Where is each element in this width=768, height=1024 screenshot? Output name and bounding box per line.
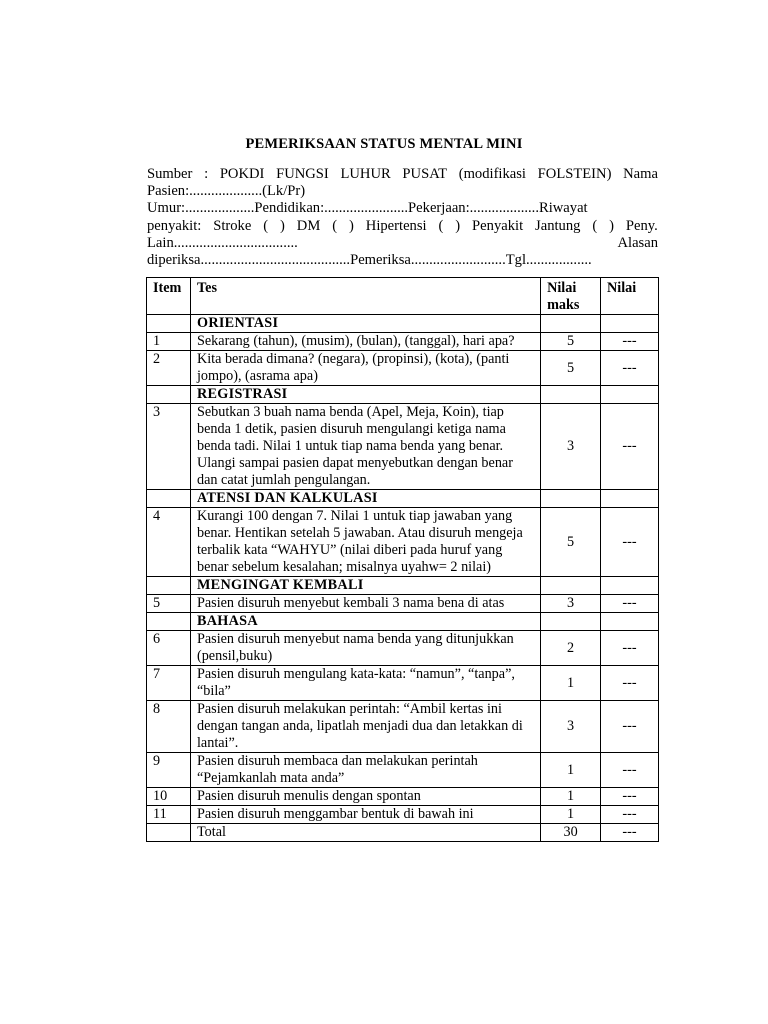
header-line: [147, 183, 658, 200]
empty-cell: [601, 315, 659, 333]
header-word: FUNGSI: [276, 166, 329, 182]
table-row: [147, 351, 659, 386]
empty-cell: [541, 613, 601, 631]
score: ---: [601, 508, 659, 577]
max-score: 3: [541, 595, 601, 613]
max-score: 1: [541, 788, 601, 806]
header-word: Lain..................................: [147, 234, 298, 251]
table-row: [147, 333, 659, 351]
max-score: 1: [541, 806, 601, 824]
score: ---: [601, 701, 659, 753]
score: ---: [601, 404, 659, 490]
score: ---: [601, 753, 659, 788]
test-description: Pasien disuruh menyebut kembali 3 nama bena di atas: [190, 595, 540, 613]
item-number: [147, 824, 191, 842]
score: ---: [601, 806, 659, 824]
score: ---: [601, 631, 659, 666]
max-score: 5: [541, 351, 601, 386]
header-word: Peny.: [625, 217, 658, 234]
max-score: 30: [541, 824, 601, 842]
mmse-table: [146, 277, 659, 842]
header-word: (modifikasi: [458, 166, 526, 182]
test-description: Sebutkan 3 buah nama benda (Apel, Meja, Koin), tiap benda 1 detik, pasien disuruh mengulangi ketiga nama benda tadi. Nilai 1 untuk tiap nama benda yang benar. Ulangi sampai pasien dapat menyebutkan dengan benar dan catat jumlah pengulangan.: [190, 404, 540, 490]
header-word: :: [204, 166, 209, 182]
header-word: Umur:...................Pendidikan:.......................Pekerjaan:...................Riwayat: [147, 200, 588, 217]
header-word: (: [332, 217, 338, 234]
section-label: ORIENTASI: [190, 315, 540, 333]
header-word: POKDI: [219, 166, 265, 182]
header-word: ): [609, 217, 614, 234]
header-word: (: [592, 217, 598, 234]
table-row: [147, 666, 659, 701]
header-word: Alasan: [617, 234, 658, 251]
header-word: Sumber: [147, 166, 193, 182]
header-line: [147, 166, 658, 183]
header-nilai: Nilai: [601, 278, 659, 315]
document-title: PEMERIKSAAN STATUS MENTAL MINI: [245, 136, 523, 152]
header-word: diperiksa.........................................Pemeriksa..........................Tgl..................: [147, 252, 592, 269]
table-row: [147, 806, 659, 824]
empty-cell: [601, 490, 659, 508]
empty-cell: [601, 613, 659, 631]
test-description: Kurangi 100 dengan 7. Nilai 1 untuk tiap jawaban yang benar. Hentikan setelah 5 jawaban. Atau disuruh mengeja terbalik kata “WAHYU” (nilai diberi pada huruf yang benar sebelum kesalahan; misalnya uyahw= 2 nilai): [190, 508, 540, 577]
section-label: MENGINGAT KEMBALI: [190, 577, 540, 595]
max-score: 3: [541, 404, 601, 490]
header-line: [147, 218, 658, 235]
table-row: [147, 788, 659, 806]
empty-cell: [147, 577, 191, 595]
header-word: Jantung: [535, 217, 581, 234]
header-nilai-maks: Nilai maks: [541, 278, 601, 315]
header-word: LUHUR: [340, 166, 391, 182]
header-line: [147, 200, 658, 217]
section-row: [147, 490, 659, 508]
section-row: [147, 613, 659, 631]
header-word: ): [455, 217, 461, 234]
test-description: Pasien disuruh mengulang kata-kata: “namun”, “tanpa”, “bila”: [190, 666, 540, 701]
header-line: [147, 235, 658, 252]
table-row: [147, 753, 659, 788]
test-description: Pasien disuruh membaca dan melakukan perintah “Pejamkanlah mata anda”: [190, 753, 540, 788]
empty-cell: [601, 577, 659, 595]
test-description: Total: [190, 824, 540, 842]
item-number: 8: [147, 701, 191, 753]
header-line: [147, 252, 658, 269]
header-word: Penyakit: [472, 217, 524, 234]
header-word: PUSAT: [402, 166, 448, 182]
empty-cell: [147, 386, 191, 404]
header-word: DM: [296, 217, 321, 234]
item-number: 2: [147, 351, 191, 386]
score: ---: [601, 824, 659, 842]
header-word: ): [280, 217, 285, 234]
empty-cell: [541, 577, 601, 595]
item-number: 4: [147, 508, 191, 577]
header-word: (: [263, 217, 269, 234]
table-row: [147, 824, 659, 842]
item-number: 10: [147, 788, 191, 806]
table-row: [147, 404, 659, 490]
empty-cell: [541, 315, 601, 333]
max-score: 1: [541, 666, 601, 701]
header-word: ): [349, 217, 354, 234]
item-number: 1: [147, 333, 191, 351]
header-word: Hipertensi: [365, 217, 427, 234]
score: ---: [601, 595, 659, 613]
section-label: REGISTRASI: [190, 386, 540, 404]
table-row: [147, 701, 659, 753]
empty-cell: [541, 490, 601, 508]
table-row: [147, 631, 659, 666]
header-word: penyakit:: [147, 217, 202, 234]
empty-cell: [147, 315, 191, 333]
header-word: Stroke: [213, 217, 252, 234]
test-description: Sekarang (tahun), (musim), (bulan), (tanggal), hari apa?: [190, 333, 540, 351]
patient-info-block: [147, 166, 658, 269]
header-word: Pasien:....................(Lk/Pr): [147, 183, 306, 200]
table-row: [147, 595, 659, 613]
item-number: 5: [147, 595, 191, 613]
item-number: 9: [147, 753, 191, 788]
item-number: 6: [147, 631, 191, 666]
empty-cell: [541, 386, 601, 404]
section-row: [147, 315, 659, 333]
table-body: [147, 315, 659, 842]
score: ---: [601, 666, 659, 701]
section-label: ATENSI DAN KALKULASI: [190, 490, 540, 508]
empty-cell: [147, 490, 191, 508]
section-row: [147, 386, 659, 404]
table-header-row: [147, 278, 659, 315]
section-label: BAHASA: [190, 613, 540, 631]
item-number: 11: [147, 806, 191, 824]
test-description: Pasien disuruh menggambar bentuk di bawah ini: [190, 806, 540, 824]
score: ---: [601, 788, 659, 806]
empty-cell: [601, 386, 659, 404]
header-word: Nama: [623, 166, 658, 182]
max-score: 3: [541, 701, 601, 753]
max-score: 5: [541, 508, 601, 577]
header-item: Item: [147, 278, 191, 315]
test-description: Pasien disuruh melakukan perintah: “Ambil kertas ini dengan tangan anda, lipatlah menjadi dua dan letakkan di lantai”.: [190, 701, 540, 753]
item-number: 3: [147, 404, 191, 490]
max-score: 2: [541, 631, 601, 666]
section-row: [147, 577, 659, 595]
table-row: [147, 508, 659, 577]
item-number: 7: [147, 666, 191, 701]
score: ---: [601, 333, 659, 351]
max-score: 5: [541, 333, 601, 351]
header-tes: Tes: [190, 278, 540, 315]
header-word: FOLSTEIN): [537, 166, 612, 182]
max-score: 1: [541, 753, 601, 788]
test-description: Kita berada dimana? (negara), (propinsi), (kota), (panti jompo), (asrama apa): [190, 351, 540, 386]
test-description: Pasien disuruh menulis dengan spontan: [190, 788, 540, 806]
header-word: (: [438, 217, 444, 234]
test-description: Pasien disuruh menyebut nama benda yang ditunjukkan (pensil,buku): [190, 631, 540, 666]
empty-cell: [147, 613, 191, 631]
score: ---: [601, 351, 659, 386]
